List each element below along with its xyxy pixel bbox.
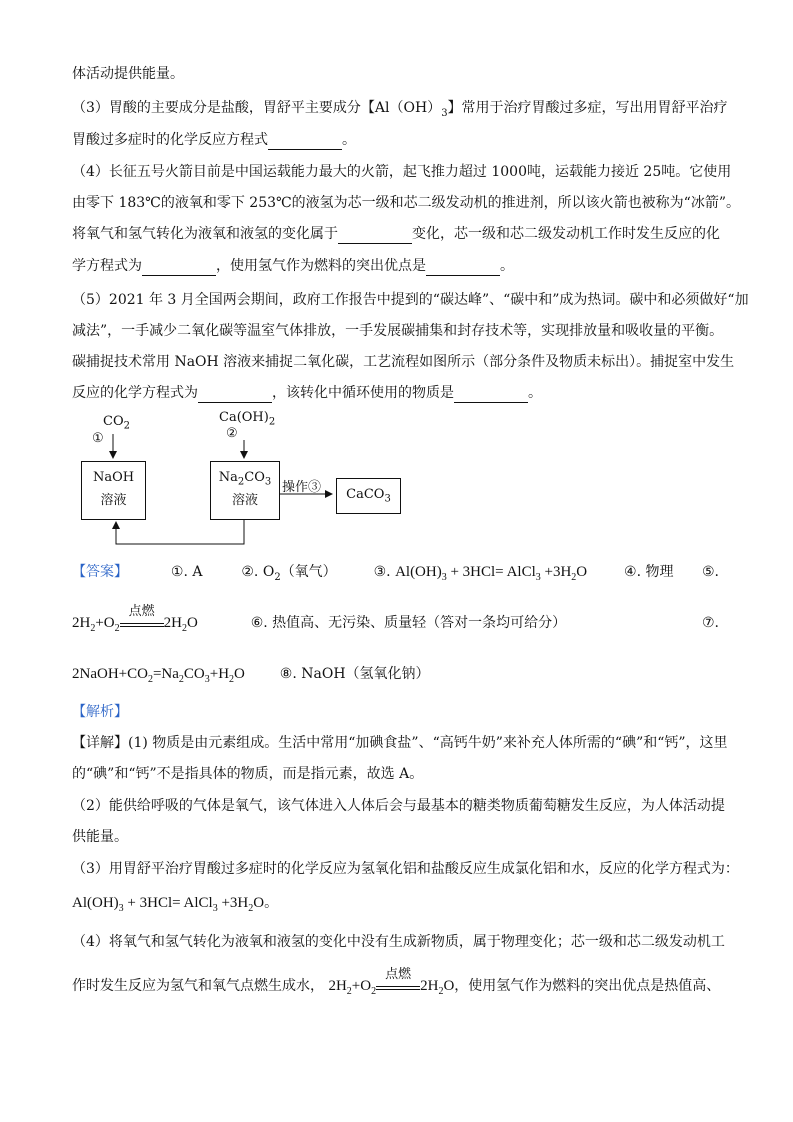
- answer-row-3: $2NaOH+CO_2=Na_2CO_3+H_2O$ ⑧. NaOH（氢氧化钠）: [72, 666, 430, 685]
- naoh-solution-box: NaOH 溶液: [81, 461, 146, 520]
- question-4-line4: 学方程式为 ，使用氢气作为燃料的突出优点是 。: [72, 258, 514, 274]
- analysis-p2b: 供能量。: [72, 829, 128, 845]
- question-3: （3）胃酸的主要成分是盐酸，胃舒平主要成分【$Al(OH)_3$】常用于治疗胃酸过多症，写出用胃舒平治疗: [72, 100, 728, 119]
- analysis-p4: （4）将氧气和氢气转化为液氧和液氢的变化中没有生成新物质，属于物理变化；芯一级和芯二级发动机工: [72, 934, 725, 950]
- step-1-label: ①: [92, 431, 104, 446]
- equation-h2-combustion: $2H_2+O_2$ 点燃 $2H_2O$: [72, 603, 198, 634]
- caoh2-label: $Ca(OH)_2$: [219, 410, 276, 428]
- question-5: （5）2021 年 3 月全国两会期间，政府工作报告中提到的“碳达峰”、“碳中和”成为热词。碳中和必须做好“加: [72, 292, 749, 308]
- step-2-label: ②: [226, 426, 238, 441]
- analysis-p4b: 作时发生反应为氢气和氧气点燃生成水， $2H_2+O_2$ 点燃 $2H_2O$，使用氢气作为燃料的突出优点是热值高、: [72, 966, 721, 997]
- operation-3-label: 操作③: [282, 480, 322, 495]
- answer-label: 【答案】: [72, 564, 128, 580]
- analysis-p3-eq: $Al(OH)_3 + 3HCl=$ AlCl$_3$ $+3H_2O$。: [72, 895, 279, 914]
- answer-5-marker: ⑤.: [702, 564, 720, 580]
- question-5-line3: 碳捕捉技术常用 NaOH 溶液来捕捉二氧化碳，工艺流程如图所示（部分条件及物质未标出）。捕捉室中发生: [72, 354, 735, 370]
- text-line: 体活动提供能量。: [72, 66, 184, 82]
- answer-row-2: $2H_2+O_2$ 点燃 $2H_2O$ ⑥. 热值高、无污染、质量轻（答对一条均可给分）: [72, 603, 567, 634]
- question-4: （4）长征五号火箭目前是中国运载能力最大的火箭，起飞推力超过 1000吨，运载能力接近 25吨。它使用: [72, 164, 732, 180]
- na2co3-solution-box: $Na_2CO_3$ 溶液: [210, 461, 280, 520]
- question-5-line2: 减法”，一手减少二氧化碳等温室气体排放，一手发展碳捕集和封存技术等，实现排放量和吸收量的平衡。: [72, 323, 724, 339]
- analysis-label: 【解析】: [72, 704, 128, 720]
- equation-naoh-co2: $2NaOH+CO_2=Na_2CO_3+H_2O$: [72, 666, 245, 685]
- question-4-line3: 将氧气和氢气转化为液氧和液氢的变化属于 变化，芯一级和芯二级发动机工作时发生反应的化: [72, 226, 720, 242]
- analysis-p3: （3）用胃舒平治疗胃酸过多症时的化学反应为氢氧化铝和盐酸反应生成氯化铝和水，反应的化学方程式为：: [72, 861, 739, 877]
- analysis-p1b: 的“碘”和“钙”不是指具体的物质，而是指元素，故选 A。: [72, 766, 424, 782]
- analysis-p1: 【详解】(1) 物质是由元素组成。生活中常用“加碘食盐”、“高钙牛奶”来补充人体所需的“碘”和“钙”，这里: [72, 735, 728, 751]
- analysis-p2: （2）能供给呼吸的气体是氧气，该气体进入人体后会与最基本的糖类物质葡萄糖发生反应，为人体活动提: [72, 798, 725, 814]
- question-4-line2: 由零下 183℃的液氧和零下 253℃的液氢为芯一级和芯二级发动机的推进剂，所以该火箭也被称为“冰箭”。: [72, 195, 740, 211]
- question-5-line4: 反应的化学方程式为 ，该转化中循环使用的物质是 。: [72, 385, 542, 401]
- question-3-line2: 胃酸过多症时的化学反应方程式 。: [72, 132, 356, 148]
- answer-row-1: 【答案】 ①. A ②. $O_2$（氧气） ③. $Al(OH)_3 + 3HCl=$ AlCl$_3$ $+3H_2O$ ④. 物理: [72, 564, 674, 583]
- equation-al-oh-3: $Al(OH)_3 + 3HCl=$ AlCl$_3$ $+3H_2O$: [395, 564, 588, 583]
- answer-7-marker: ⑦.: [702, 615, 720, 631]
- co2-label: $CO_2$: [103, 414, 130, 432]
- caco3-box: CaCO$_3$: [336, 478, 401, 514]
